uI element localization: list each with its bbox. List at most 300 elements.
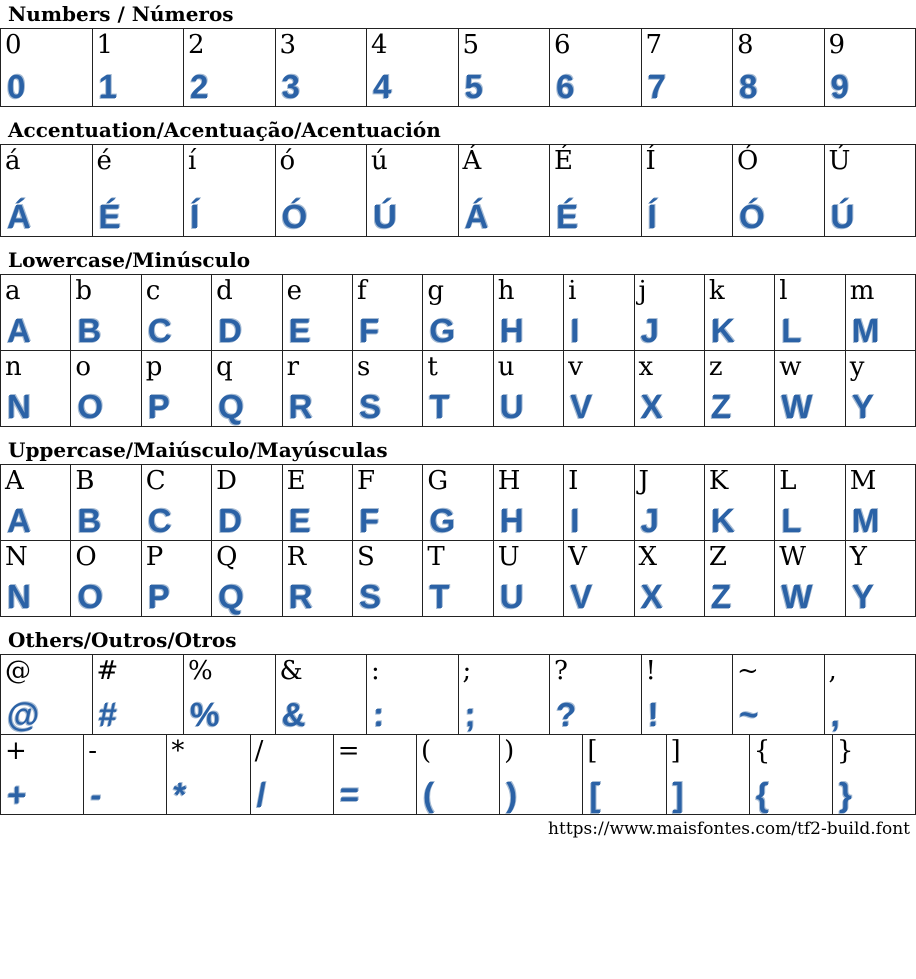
font-glyph: M (851, 312, 880, 349)
glyph-cell (564, 351, 634, 426)
glyph-cell (635, 465, 705, 540)
glyph-cell (775, 541, 845, 616)
font-glyph: C (147, 502, 172, 539)
glyph-cell (775, 275, 845, 350)
glyph-cell (142, 465, 212, 540)
glyph-cell (705, 275, 775, 350)
font-glyph: E (288, 502, 311, 539)
glyph-cell (846, 541, 915, 616)
reference-char: o (75, 352, 92, 382)
font-glyph: G (429, 312, 456, 349)
reference-char: 5 (462, 30, 480, 60)
glyph-cell (494, 465, 564, 540)
section-title: Lowercase/Minúsculo (8, 248, 251, 272)
glyph-cell (142, 541, 212, 616)
reference-char: Í (645, 146, 656, 176)
glyph-cell (367, 655, 459, 734)
reference-char: D (216, 466, 238, 496)
font-glyph: / (256, 776, 266, 813)
font-glyph: : (373, 696, 384, 733)
reference-char: & (279, 656, 303, 686)
font-glyph: I (570, 502, 580, 539)
glyph-section (0, 630, 916, 815)
font-glyph: U (499, 388, 524, 425)
reference-char: r (286, 352, 299, 382)
reference-char: V (568, 542, 587, 572)
font-glyph: Ó (739, 198, 765, 235)
reference-char: 2 (188, 30, 205, 60)
reference-char: u (497, 352, 515, 382)
glyph-cell (283, 541, 353, 616)
reference-char: K (708, 466, 729, 496)
font-glyph: R (288, 388, 313, 425)
glyph-cell (212, 351, 282, 426)
font-glyph: V (570, 388, 593, 425)
font-glyph: * (173, 776, 187, 813)
font-glyph: B (77, 502, 102, 539)
glyph-cell (423, 275, 493, 350)
font-glyph: 8 (739, 68, 758, 105)
font-glyph: % (190, 696, 220, 733)
glyph-table (0, 274, 916, 427)
reference-char: Z (708, 542, 727, 572)
font-glyph: E (288, 312, 311, 349)
font-glyph: Ú (373, 198, 397, 235)
glyph-cell (1, 145, 93, 236)
reference-char: ; (462, 656, 472, 686)
reference-char: # (96, 656, 119, 686)
font-glyph: F (358, 312, 380, 349)
glyph-cell (142, 275, 212, 350)
reference-char: @ (5, 656, 31, 686)
reference-char: ! (645, 656, 656, 686)
font-glyph: O (77, 388, 104, 425)
font-glyph: Í (647, 198, 657, 235)
table-row (1, 145, 915, 236)
reference-char: 4 (371, 30, 388, 60)
font-glyph: [ (589, 776, 601, 813)
glyph-cell (167, 735, 250, 814)
font-glyph: W (781, 388, 813, 425)
font-glyph: J (640, 502, 659, 539)
glyph-cell (733, 655, 825, 734)
section-title: Numbers / Números (8, 2, 234, 26)
font-glyph: 0 (7, 68, 26, 105)
glyph-cell (846, 465, 915, 540)
glyph-cell (251, 735, 334, 814)
font-glyph: ? (556, 696, 577, 733)
reference-char: Ú (828, 146, 851, 176)
glyph-cell (142, 351, 212, 426)
reference-char: ) (504, 736, 515, 766)
reference-char: w (779, 352, 802, 382)
font-glyph: 3 (281, 68, 300, 105)
font-glyph: O (77, 578, 104, 615)
font-glyph: = (339, 776, 360, 813)
font-glyph: @ (7, 696, 40, 733)
reference-char: ? (554, 656, 568, 686)
glyph-sections (0, 4, 916, 815)
reference-char: { (753, 736, 771, 766)
reference-char: Ó (737, 146, 759, 176)
font-glyph: L (781, 312, 802, 349)
font-glyph: A (7, 312, 31, 349)
glyph-cell (635, 275, 705, 350)
glyph-cell (71, 465, 141, 540)
glyph-cell (459, 145, 551, 236)
glyph-cell (494, 541, 564, 616)
font-glyph: U (499, 578, 524, 615)
glyph-cell (184, 145, 276, 236)
reference-char: O (75, 542, 97, 572)
reference-char: U (497, 542, 520, 572)
glyph-section (0, 250, 916, 427)
glyph-cell (283, 465, 353, 540)
glyph-cell (212, 465, 282, 540)
table-row (1, 275, 915, 350)
reference-char: 1 (96, 30, 114, 60)
reference-char: M (849, 466, 877, 496)
glyph-section (0, 120, 916, 237)
glyph-cell (283, 351, 353, 426)
glyph-cell (550, 29, 642, 106)
reference-char: c (145, 276, 161, 306)
reference-char: ó (279, 146, 296, 176)
reference-char: * (171, 736, 185, 766)
glyph-cell (71, 351, 141, 426)
glyph-cell (705, 351, 775, 426)
font-glyph: , (830, 696, 840, 733)
glyph-cell (583, 735, 666, 814)
reference-char: á (5, 146, 21, 176)
glyph-cell (825, 29, 916, 106)
font-glyph: Á (464, 198, 489, 235)
reference-char: = (337, 736, 360, 766)
reference-char: l (779, 276, 788, 306)
reference-char: J (638, 466, 649, 496)
reference-char: f (356, 276, 367, 306)
glyph-cell (705, 465, 775, 540)
reference-char: L (779, 466, 797, 496)
font-glyph: B (77, 312, 102, 349)
font-glyph: S (358, 388, 381, 425)
glyph-cell (276, 655, 368, 734)
glyph-cell (1, 655, 93, 734)
font-glyph: # (98, 696, 117, 733)
section-title: Others/Outros/Otros (8, 628, 237, 652)
reference-char: a (5, 276, 21, 306)
section-title: Uppercase/Maiúsculo/Mayúsculas (8, 438, 388, 462)
reference-char: x (638, 352, 654, 382)
glyph-cell (1, 275, 71, 350)
reference-char: ú (371, 146, 388, 176)
glyph-cell (423, 541, 493, 616)
font-glyph: ~ (739, 696, 759, 733)
glyph-cell (494, 275, 564, 350)
reference-char: 6 (554, 30, 571, 60)
reference-char: G (427, 466, 449, 496)
glyph-cell (71, 541, 141, 616)
glyph-cell (423, 465, 493, 540)
reference-char: ~ (737, 656, 759, 686)
reference-char: k (708, 276, 725, 306)
reference-char: } (836, 736, 854, 766)
font-glyph: H (499, 312, 524, 349)
glyph-cell (1, 465, 71, 540)
font-glyph: + (7, 776, 27, 813)
font-glyph: 2 (190, 68, 209, 105)
reference-char: S (356, 542, 375, 572)
reference-char: I (568, 466, 579, 496)
reference-char: ] (670, 736, 681, 766)
glyph-cell (667, 735, 750, 814)
glyph-cell (276, 145, 368, 236)
glyph-cell (353, 465, 423, 540)
reference-char: H (497, 466, 521, 496)
table-row (1, 465, 915, 540)
font-glyph: T (429, 578, 450, 615)
glyph-cell (642, 655, 734, 734)
font-glyph: É (556, 198, 579, 235)
font-glyph: S (358, 578, 381, 615)
font-glyph: ; (464, 696, 476, 733)
reference-char: P (145, 542, 164, 572)
glyph-cell (564, 465, 634, 540)
reference-char: d (216, 276, 233, 306)
font-glyph: K (710, 502, 735, 539)
font-glyph: 1 (98, 68, 117, 105)
reference-char: T (427, 542, 445, 572)
font-glyph: W (781, 578, 813, 615)
glyph-cell (1, 351, 71, 426)
font-glyph: Z (710, 578, 732, 615)
glyph-cell (367, 29, 459, 106)
reference-char: v (568, 352, 583, 382)
font-glyph: Y (851, 578, 874, 615)
reference-char: j (638, 276, 647, 306)
reference-char: é (96, 146, 112, 176)
font-glyph: É (98, 198, 121, 235)
glyph-cell (212, 541, 282, 616)
glyph-cell (353, 351, 423, 426)
font-glyph: N (7, 578, 31, 615)
glyph-table (0, 28, 916, 107)
glyph-cell (417, 735, 500, 814)
font-glyph: Q (218, 578, 244, 615)
glyph-cell (459, 655, 551, 734)
glyph-cell (184, 655, 276, 734)
font-glyph: } (838, 776, 852, 813)
font-glyph: J (640, 312, 659, 349)
reference-char: / (254, 736, 264, 766)
font-glyph: M (851, 502, 880, 539)
reference-char: n (5, 352, 22, 382)
reference-char: E (286, 466, 306, 496)
reference-char: , (828, 656, 837, 686)
glyph-cell (459, 29, 551, 106)
font-glyph: L (781, 502, 802, 539)
glyph-cell (367, 145, 459, 236)
font-glyph: K (710, 312, 735, 349)
reference-char: 3 (279, 30, 297, 60)
glyph-table (0, 654, 916, 815)
table-row (1, 655, 915, 734)
reference-char: z (708, 352, 723, 382)
reference-char: s (356, 352, 371, 382)
font-glyph: X (640, 578, 663, 615)
reference-char: i (568, 276, 577, 306)
table-row (1, 350, 915, 426)
font-glyph: { (755, 776, 769, 813)
glyph-cell (733, 145, 825, 236)
reference-char: : (371, 656, 380, 686)
font-glyph: N (7, 388, 31, 425)
font-glyph: 5 (464, 68, 483, 105)
reference-char: b (75, 276, 93, 306)
reference-char: F (356, 466, 375, 496)
glyph-cell (733, 29, 825, 106)
reference-char: C (145, 466, 166, 496)
font-source-url: https://www.maisfontes.com/tf2-build.font (548, 819, 910, 839)
reference-char: 9 (828, 30, 846, 60)
font-glyph: Ú (830, 198, 855, 235)
font-glyph: ) (506, 776, 518, 813)
glyph-cell (93, 145, 185, 236)
font-glyph: ] (672, 776, 684, 813)
font-glyph: R (288, 578, 313, 615)
reference-char: % (188, 656, 213, 686)
font-glyph: Q (218, 388, 244, 425)
glyph-section (0, 4, 916, 107)
glyph-cell (750, 735, 833, 814)
font-glyph: ( (422, 776, 434, 813)
glyph-cell (494, 351, 564, 426)
section-title: Accentuation/Acentuação/Acentuación (8, 118, 441, 142)
reference-char: Y (849, 542, 867, 572)
glyph-cell (1, 541, 71, 616)
reference-char: Á (462, 146, 482, 176)
table-row (1, 734, 915, 814)
glyph-cell (353, 275, 423, 350)
table-row (1, 540, 915, 616)
glyph-cell (825, 655, 916, 734)
reference-char: X (638, 542, 658, 572)
glyph-cell (825, 145, 916, 236)
font-glyph: 7 (647, 68, 666, 105)
font-glyph: H (499, 502, 524, 539)
font-glyph: D (218, 502, 243, 539)
glyph-cell (93, 655, 185, 734)
font-glyph: 9 (830, 68, 849, 105)
glyph-cell (283, 275, 353, 350)
glyph-cell (1, 29, 93, 106)
font-glyph: ! (647, 696, 659, 733)
reference-char: p (145, 352, 163, 382)
reference-char: Q (216, 542, 238, 572)
font-glyph: D (218, 312, 243, 349)
font-glyph: P (147, 578, 170, 615)
font-glyph: - (90, 776, 102, 813)
glyph-cell (423, 351, 493, 426)
reference-char: É (554, 146, 573, 176)
font-specimen-page (0, 4, 916, 839)
font-glyph: Ó (281, 198, 308, 235)
reference-char: e (286, 276, 302, 306)
glyph-cell (642, 145, 734, 236)
reference-char: g (427, 276, 444, 306)
font-glyph: T (429, 388, 450, 425)
glyph-cell (353, 541, 423, 616)
glyph-cell (184, 29, 276, 106)
reference-char: [ (587, 736, 598, 766)
glyph-cell (775, 351, 845, 426)
glyph-cell (635, 541, 705, 616)
font-glyph: Í (190, 198, 200, 235)
glyph-cell (564, 275, 634, 350)
reference-char: h (497, 276, 515, 306)
glyph-cell (71, 275, 141, 350)
glyph-table (0, 464, 916, 617)
glyph-cell (846, 275, 915, 350)
reference-char: R (286, 542, 307, 572)
glyph-section (0, 440, 916, 617)
glyph-cell (833, 735, 915, 814)
glyph-table (0, 144, 916, 237)
reference-char: B (75, 466, 95, 496)
reference-char: + (5, 736, 27, 766)
reference-char: t (427, 352, 438, 382)
glyph-cell (705, 541, 775, 616)
reference-char: W (779, 542, 807, 572)
reference-char: m (849, 276, 875, 306)
glyph-cell (334, 735, 417, 814)
font-glyph: Y (851, 388, 874, 425)
font-glyph: A (7, 502, 31, 539)
font-glyph: 6 (556, 68, 575, 105)
font-glyph: I (570, 312, 580, 349)
reference-char: 8 (737, 30, 754, 60)
reference-char: N (5, 542, 28, 572)
font-glyph: P (147, 388, 170, 425)
reference-char: y (849, 352, 865, 382)
glyph-cell (500, 735, 583, 814)
font-glyph: & (281, 696, 306, 733)
glyph-cell (93, 29, 185, 106)
glyph-cell (642, 29, 734, 106)
font-glyph: G (429, 502, 456, 539)
table-row (1, 29, 915, 106)
reference-char: ( (420, 736, 432, 766)
glyph-cell (550, 145, 642, 236)
font-glyph: 4 (373, 68, 392, 105)
glyph-cell (550, 655, 642, 734)
reference-char: 0 (5, 30, 22, 60)
font-glyph: Á (7, 198, 31, 235)
reference-char: - (88, 736, 97, 766)
reference-char: í (188, 146, 197, 176)
glyph-cell (276, 29, 368, 106)
glyph-cell (846, 351, 915, 426)
font-glyph: X (640, 388, 663, 425)
glyph-cell (212, 275, 282, 350)
font-glyph: Z (710, 388, 732, 425)
font-glyph: F (358, 502, 380, 539)
glyph-cell (775, 465, 845, 540)
glyph-cell (635, 351, 705, 426)
reference-char: A (5, 466, 24, 496)
reference-char: 7 (645, 30, 663, 60)
glyph-cell (1, 735, 84, 814)
